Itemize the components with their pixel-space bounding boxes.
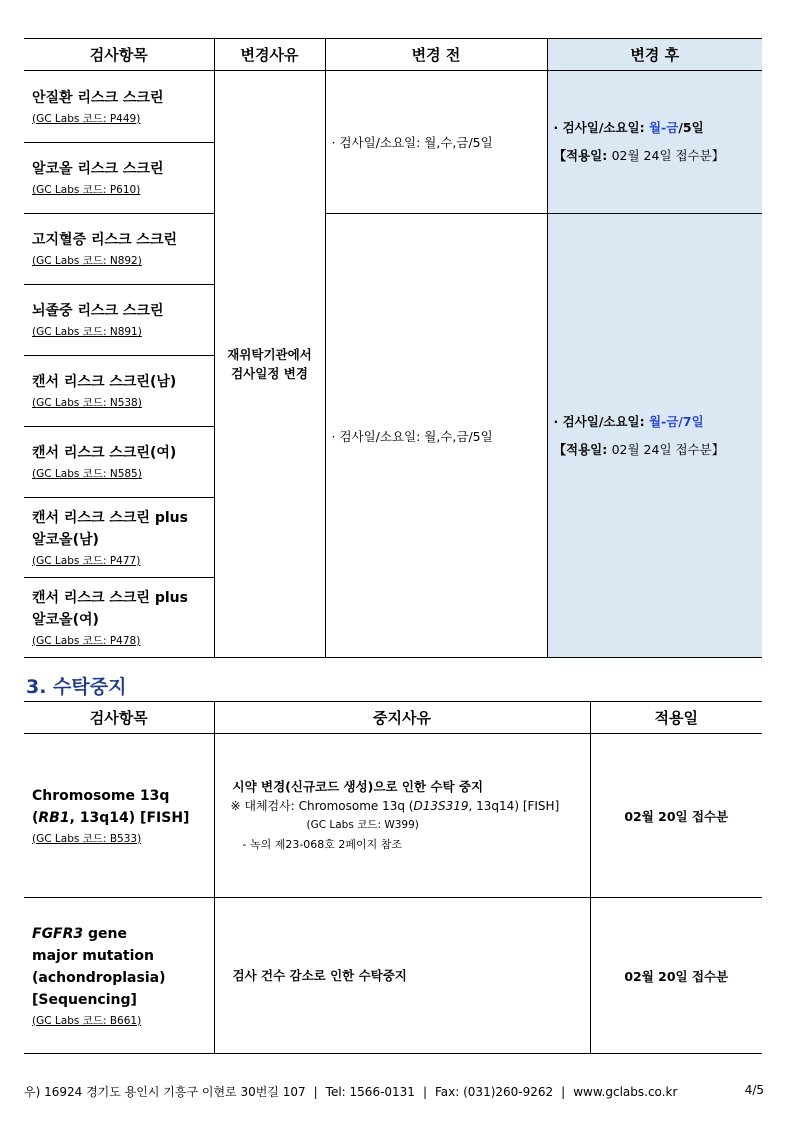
stop-reason: 검사 건수 감소로 인한 수탁중지 [232, 967, 407, 983]
page-number: 4/5 [744, 1083, 764, 1097]
stop-reason-cell [214, 734, 590, 898]
test-item-cell: Chromosome 13q (RB1, 13q14) [FISH] (GC Labs 코드: B533) [24, 734, 214, 898]
test-code: (GC Labs 코드: P478) [32, 634, 141, 647]
header-after: 변경 후 [547, 39, 762, 71]
test-code: (GC Labs 코드: B533) [32, 832, 142, 845]
test-item-cell [24, 498, 214, 578]
test-code: (GC Labs 코드: N585) [32, 468, 142, 480]
footer-tel: Tel: 1566-0131 [325, 1085, 415, 1099]
test-name: 캔서 리스크 스크린(여) [32, 445, 177, 461]
before-cell-group2: · 검사일/소요일: 월,수,금/5일 [325, 214, 547, 658]
test-code: (GC Labs 코드: B661) [32, 1014, 142, 1027]
apply-date-cell: 02월 20일 접수분 [590, 734, 762, 898]
test-code: (GC Labs 코드: N892) [32, 255, 142, 267]
test-item-cell [24, 214, 214, 285]
test-item-cell [24, 71, 214, 143]
table-row [24, 71, 762, 143]
stop-reason-cell [214, 898, 590, 1054]
stop-reason: 시약 변경(신규코드 생성)으로 인한 수탁 중지 [232, 779, 484, 794]
test-name-line1: 캔서 리스크 스크린 plus [32, 589, 188, 606]
footer-website: www.gclabs.co.kr [573, 1085, 678, 1099]
alternative-test: ※ 대체검사: Chromosome 13q (D13S319, 13q14) [FISH] (GC Labs 코드: W399) - 녹의 제23-068호 2페이지 참조 [215, 797, 590, 854]
footer-address: 우) 16924 경기도 용인시 기흥구 이현로 30번길 107 [24, 1085, 306, 1099]
header-apply-date: 적용일 [590, 702, 762, 734]
header-before: 변경 전 [325, 39, 547, 71]
test-name: 뇌졸중 리스크 스크린 [32, 303, 164, 319]
discontinued-table [24, 701, 762, 1054]
test-item-cell: FGFR3 gene major mutation (achondroplasia) [Sequencing] (GC Labs 코드: B661) [24, 898, 214, 1054]
table-header-row [24, 702, 762, 734]
test-item-cell [24, 285, 214, 356]
header-test-item: 검사항목 [24, 702, 214, 734]
change-reason-cell: 재위탁기관에서 검사일정 변경 [214, 71, 325, 658]
test-name: 알코올 리스크 스크린 [32, 161, 164, 177]
test-name-line2: 알코올(남) [32, 531, 99, 548]
test-item-cell [24, 356, 214, 427]
test-item-cell [24, 578, 214, 658]
test-name: 캔서 리스크 스크린(남) [32, 374, 177, 390]
test-code: (GC Labs 코드: P477) [32, 554, 141, 567]
alternative-code: (GC Labs 코드: W399) [306, 819, 419, 831]
test-code: (GC Labs 코드: P610) [32, 184, 141, 196]
test-name-line2: 알코올(여) [32, 611, 99, 628]
table-row [24, 898, 762, 1054]
section-title: 3. 수탁중지 [26, 676, 127, 698]
reference-note: - 녹의 제23-068호 2페이지 참조 [242, 838, 403, 851]
footer-fax: Fax: (031)260-9262 [435, 1085, 554, 1099]
header-test-item: 검사항목 [24, 39, 214, 71]
page-footer: 우) 16924 경기도 용인시 기흥구 이현로 30번길 107 | Tel: 1566-0131 | Fax: (031)260-9262 | www.gclabs.co.kr 4/5 [24, 1083, 764, 1099]
schedule-change-table [24, 38, 762, 658]
apply-date-cell: 02월 20일 접수분 [590, 898, 762, 1054]
table-header-row [24, 39, 762, 71]
test-name: 안질환 리스크 스크린 [32, 89, 164, 106]
test-item-cell [24, 143, 214, 214]
test-name: 고지혈증 리스크 스크린 [32, 232, 177, 248]
test-code: (GC Labs 코드: N538) [32, 397, 142, 409]
header-stop-reason: 중지사유 [214, 702, 590, 734]
table-row [24, 214, 762, 285]
table-row [24, 734, 762, 898]
test-code: (GC Labs 코드: N891) [32, 326, 142, 338]
header-change-reason: 변경사유 [214, 39, 325, 71]
after-cell-group2: · 검사일/소요일: 월-금/7일 【적용일: 02월 24일 접수분】 [547, 214, 762, 658]
test-code: (GC Labs 코드: P449) [32, 112, 141, 125]
after-cell-group1: · 검사일/소요일: 월-금/5일 【적용일: 02월 24일 접수분】 [547, 71, 762, 214]
before-cell-group1: · 검사일/소요일: 월,수,금/5일 [325, 71, 547, 214]
test-item-cell [24, 427, 214, 498]
test-name-line1: 캔서 리스크 스크린 plus [32, 509, 188, 526]
